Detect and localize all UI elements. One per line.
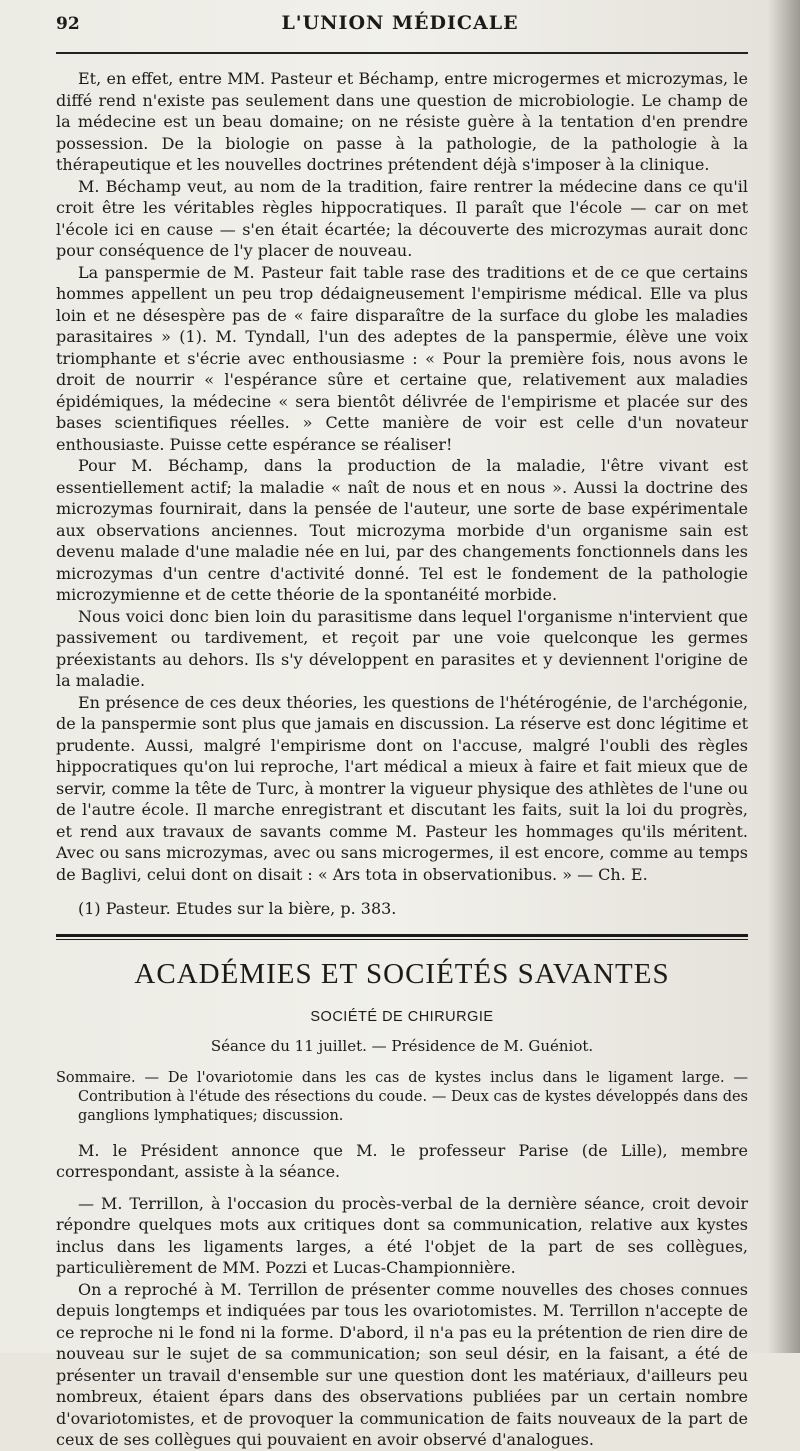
paragraph: M. Béchamp veut, au nom de la tradition, faire rentrer la médecine dans ce qu'il croit être les véritables règles hippocratiques. Il paraît que l'école — car on met l'école ici en cause — s'en était écartée; la découverte des microzymas aurait donc pour conséquence de l'y placer de nouveau. <box>56 176 748 260</box>
session-body <box>56 1140 748 1451</box>
paragraph: Et, en effet, entre MM. Pasteur et Béchamp, entre microgermes et microzymas, le diffé rend n'existe pas seulement dans une question de microbiologie. Le champ de la médecine est un beau domaine; on ne résiste guère à la tentation d'en prendre possession. De la biologie on passe à la pathologie, de la pathologie à la thérapeutique et les nouvelles doctrines prétendent déjà s'imposer à la clinique. <box>56 69 748 174</box>
paragraph: M. le Président annonce que M. le professeur Parise (de Lille), membre correspondant, assiste à la séance. <box>56 1140 748 1181</box>
running-title: L'UNION MÉDICALE <box>281 12 519 34</box>
paragraph: Nous voici donc bien loin du parasitisme dans lequel l'organisme n'intervient que passivement ou tardivement, et reçoit par une voie quelconque les germes préexistants au dehors. Ils s'y développent en parasites et y deviennent l'origine de la maladie. <box>56 606 748 690</box>
footnote: (1) Pasteur. Etudes sur la bière, p. 383. <box>78 899 397 918</box>
section-title: ACADÉMIES ET SOCIÉTÉS SAVANTES <box>134 957 670 990</box>
paragraph: La panspermie de M. Pasteur fait table rase des traditions et de ce que certains hommes appellent un peu trop dédaigneusement l'empirisme médical. Elle va plus loin et ne désespère pas de « faire disparaître de la surface du globe les maladies parasitaires » (1). M. Tyndall, l'un des adeptes de la panspermie, élève une voix triomphante et s'écrie avec enthousiasme : « Pour la première fois, nous avons le droit de nourrir « l'espérance sûre et certaine que, relativement aux maladies épidémiques, la médecine « sera bientôt délivrée de l'empirisme et placée sur des bases scientifiques réelles. » Cette manière de voir est celle d'un novateur enthousiaste. Puisse cette espérance se réaliser! <box>56 262 748 454</box>
paragraph: Pour M. Béchamp, dans la production de la maladie, l'être vivant est essentiellement actif; la maladie « naît de nous et en nous ». Aussi la doctrine des microzymas fournirait, dans la pensée de l'auteur, une sorte de base expérimentale aux observations anciennes. Tout microzyma morbide d'un organisme sain est devenu malade d'une maladie née en lui, par des changements fonctionnels dans les microzymas d'un centre d'activité donné. Tel est le fondement de la pathologie microzymienne et de cette théorie de la spontanéité morbide. <box>56 456 748 604</box>
header-rule <box>56 52 748 54</box>
article-body <box>56 68 748 885</box>
page-number: 92 <box>56 14 80 34</box>
section-divider <box>56 934 748 940</box>
society-name: SOCIÉTÉ DE CHIRURGIE <box>310 1008 494 1025</box>
seance-line: Séance du 11 juillet. — Présidence de M. Guéniot. <box>210 1036 594 1055</box>
sommaire: Sommaire. — De l'ovariotomie dans les cas de kystes inclus dans le ligament large. — Contribution à l'étude des résections du coude. — Deux cas de kystes développés dans des ganglions lymphatiques; discussion. <box>56 1069 748 1124</box>
paragraph: En présence de ces deux théories, les questions de l'hétérogénie, de l'archégonie, de la panspermie sont plus que jamais en discussion. La réserve est donc légitime et prudente. Aussi, malgré l'empirisme dont on l'accuse, malgré l'oubli des règles hippocratiques qu'on lui reproche, l'art médical a mieux à faire et fait mieux que de servir, comme la tête de Turc, à montrer la vigueur physique des athlètes de l'une ou de l'autre école. Il marche enregistrant et discutant les faits, suit la loi du progrès, et rend aux travaux de savants comme M. Pasteur les hommages qu'ils méritent. Avec ou sans microzymas, avec ou sans microgermes, il est encore, comme au temps de Baglivi, celui dont on disait : « Ars tota in observationibus. » — Ch. E. <box>56 692 748 884</box>
paragraph: — M. Terrillon, à l'occasion du procès-verbal de la dernière séance, croit devoir répondre quelques mots aux critiques dont sa communication, relative aux kystes inclus dans les ligaments larges, a été l'objet de la part de ses collègues, particulièrement de MM. Pozzi et Lucas-Championnière. <box>56 1193 748 1277</box>
paragraph: On a reproché à M. Terrillon de présenter comme nouvelles des choses connues depuis longtemps et indiquées par tous les ovariotomistes. M. Terrillon n'accepte de ce reproche ni le fond ni la forme. D'abord, il n'a pas eu la prétention de rien dire de nouveau sur le sujet de sa communication; son seul désir, en la faisant, a été de présenter un travail d'ensemble sur une question dont les matériaux, d'ailleurs peu nombreux, étaient épars dans des observations publiées par un certain nombre d'ovariotomistes, et de provoquer la communication de faits nouveaux de la part de ceux de ses collègues qui pouvaient en avoir observé d'analogues. <box>56 1279 748 1449</box>
